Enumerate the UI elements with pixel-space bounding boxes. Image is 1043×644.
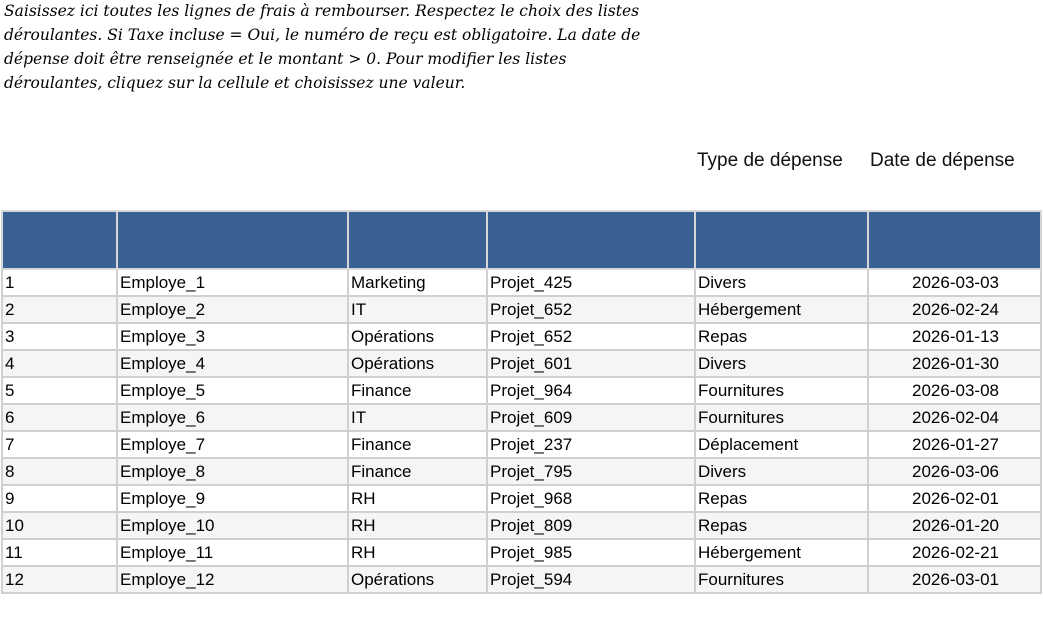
cell-type-depense[interactable]: Hébergement [695, 296, 868, 323]
cell-row-number[interactable]: 6 [2, 404, 117, 431]
instructions-note [4, 0, 684, 95]
cell-projet[interactable]: Projet_594 [487, 566, 695, 593]
cell-service[interactable]: Opérations [348, 323, 487, 350]
header-cell[interactable] [695, 211, 868, 269]
cell-type-depense[interactable]: Déplacement [695, 431, 868, 458]
cell-type-depense[interactable]: Hébergement [695, 539, 868, 566]
cell-employe[interactable]: Employe_3 [117, 323, 348, 350]
cell-projet[interactable]: Projet_652 [487, 323, 695, 350]
instructions-line: déroulantes, cliquez sur la cellule et choisissez une valeur. [4, 74, 466, 92]
cell-projet[interactable]: Projet_968 [487, 485, 695, 512]
table-row [2, 323, 1041, 350]
cell-row-number[interactable]: 9 [2, 485, 117, 512]
cell-row-number[interactable]: 4 [2, 350, 117, 377]
table-row [2, 512, 1041, 539]
cell-row-number[interactable]: 10 [2, 512, 117, 539]
cell-service[interactable]: RH [348, 512, 487, 539]
table-row [2, 296, 1041, 323]
cell-projet[interactable]: Projet_795 [487, 458, 695, 485]
cell-employe[interactable]: Employe_7 [117, 431, 348, 458]
cell-date-depense[interactable]: 2026-01-13 [868, 323, 1041, 350]
table-row [2, 269, 1041, 296]
column-label-type-depense: Type de dépense [697, 150, 843, 171]
instructions-line: dépense doit être renseignée et le montant > 0. Pour modifier les listes [4, 50, 567, 68]
cell-date-depense[interactable]: 2026-01-30 [868, 350, 1041, 377]
instructions-line: déroulantes. Si Taxe incluse = Oui, le numéro de reçu est obligatoire. La date de [4, 26, 641, 44]
expense-table [1, 210, 1042, 594]
cell-employe[interactable]: Employe_8 [117, 458, 348, 485]
cell-date-depense[interactable]: 2026-03-08 [868, 377, 1041, 404]
cell-employe[interactable]: Employe_11 [117, 539, 348, 566]
cell-service[interactable]: Finance [348, 431, 487, 458]
cell-service[interactable]: Finance [348, 377, 487, 404]
cell-date-depense[interactable]: 2026-03-03 [868, 269, 1041, 296]
cell-row-number[interactable]: 2 [2, 296, 117, 323]
cell-date-depense[interactable]: 2026-02-04 [868, 404, 1041, 431]
cell-type-depense[interactable]: Fournitures [695, 377, 868, 404]
cell-projet[interactable]: Projet_985 [487, 539, 695, 566]
cell-row-number[interactable]: 3 [2, 323, 117, 350]
cell-projet[interactable]: Projet_652 [487, 296, 695, 323]
cell-date-depense[interactable]: 2026-03-06 [868, 458, 1041, 485]
cell-service[interactable]: IT [348, 296, 487, 323]
cell-type-depense[interactable]: Repas [695, 512, 868, 539]
cell-type-depense[interactable]: Fournitures [695, 566, 868, 593]
cell-type-depense[interactable]: Fournitures [695, 404, 868, 431]
table-header-row [2, 211, 1041, 269]
cell-service[interactable]: Opérations [348, 350, 487, 377]
table-row [2, 539, 1041, 566]
header-cell[interactable] [117, 211, 348, 269]
cell-row-number[interactable]: 8 [2, 458, 117, 485]
cell-employe[interactable]: Employe_5 [117, 377, 348, 404]
cell-employe[interactable]: Employe_12 [117, 566, 348, 593]
cell-type-depense[interactable]: Repas [695, 485, 868, 512]
cell-employe[interactable]: Employe_2 [117, 296, 348, 323]
cell-service[interactable]: Finance [348, 458, 487, 485]
table-row [2, 350, 1041, 377]
table-row [2, 377, 1041, 404]
cell-service[interactable]: Marketing [348, 269, 487, 296]
cell-row-number[interactable]: 1 [2, 269, 117, 296]
cell-row-number[interactable]: 11 [2, 539, 117, 566]
cell-employe[interactable]: Employe_1 [117, 269, 348, 296]
cell-type-depense[interactable]: Repas [695, 323, 868, 350]
cell-type-depense[interactable]: Divers [695, 350, 868, 377]
header-cell[interactable] [348, 211, 487, 269]
cell-projet[interactable]: Projet_601 [487, 350, 695, 377]
cell-type-depense[interactable]: Divers [695, 269, 868, 296]
cell-date-depense[interactable]: 2026-02-21 [868, 539, 1041, 566]
table-row [2, 485, 1041, 512]
cell-projet[interactable]: Projet_809 [487, 512, 695, 539]
table-row [2, 566, 1041, 593]
cell-service[interactable]: IT [348, 404, 487, 431]
cell-row-number[interactable]: 12 [2, 566, 117, 593]
cell-projet[interactable]: Projet_237 [487, 431, 695, 458]
cell-date-depense[interactable]: 2026-01-20 [868, 512, 1041, 539]
cell-date-depense[interactable]: 2026-03-01 [868, 566, 1041, 593]
cell-service[interactable]: Opérations [348, 566, 487, 593]
cell-date-depense[interactable]: 2026-01-27 [868, 431, 1041, 458]
cell-service[interactable]: RH [348, 485, 487, 512]
cell-employe[interactable]: Employe_6 [117, 404, 348, 431]
cell-type-depense[interactable]: Divers [695, 458, 868, 485]
cell-projet[interactable]: Projet_425 [487, 269, 695, 296]
cell-row-number[interactable]: 5 [2, 377, 117, 404]
header-cell[interactable] [2, 211, 117, 269]
instructions-line: Saisissez ici toutes les lignes de frais à rembourser. Respectez le choix des listes [4, 2, 640, 20]
header-cell[interactable] [868, 211, 1041, 269]
table-row [2, 431, 1041, 458]
cell-projet[interactable]: Projet_609 [487, 404, 695, 431]
table-row [2, 458, 1041, 485]
cell-employe[interactable]: Employe_10 [117, 512, 348, 539]
cell-employe[interactable]: Employe_9 [117, 485, 348, 512]
cell-projet[interactable]: Projet_964 [487, 377, 695, 404]
header-cell[interactable] [487, 211, 695, 269]
cell-date-depense[interactable]: 2026-02-24 [868, 296, 1041, 323]
column-label-date-depense: Date de dépense [870, 150, 1015, 171]
cell-employe[interactable]: Employe_4 [117, 350, 348, 377]
table-row [2, 404, 1041, 431]
cell-service[interactable]: RH [348, 539, 487, 566]
cell-row-number[interactable]: 7 [2, 431, 117, 458]
cell-date-depense[interactable]: 2026-02-01 [868, 485, 1041, 512]
